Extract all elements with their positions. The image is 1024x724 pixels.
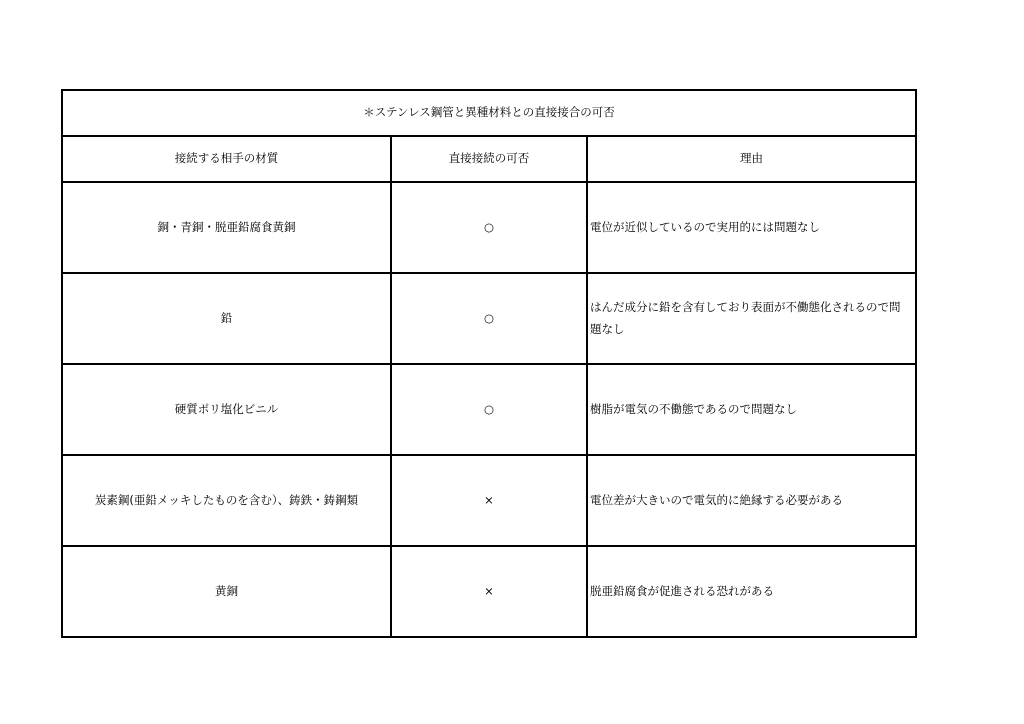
- reason-cell: 電位が近似しているので実用的には問題なし: [587, 182, 916, 273]
- table-row: [62, 546, 916, 637]
- connectable-cell: ○: [391, 273, 587, 364]
- header-material: 接続する相手の材質: [62, 136, 391, 182]
- connectable-cell: ×: [391, 455, 587, 546]
- compatibility-table: [61, 89, 917, 638]
- table-title: ＊ステンレス鋼管と異種材料との直接接合の可否: [62, 90, 916, 136]
- table-row: [62, 364, 916, 455]
- table-row: [62, 273, 916, 364]
- title-row: [62, 90, 916, 136]
- material-cell: 黄銅: [62, 546, 391, 637]
- material-cell: 銅・青銅・脱亜鉛腐食黄銅: [62, 182, 391, 273]
- reason-cell: はんだ成分に鉛を含有しており表面が不働態化されるので問題なし: [587, 273, 916, 364]
- header-row: [62, 136, 916, 182]
- connectable-cell: ×: [391, 546, 587, 637]
- table-row: [62, 182, 916, 273]
- connectable-cell: ○: [391, 364, 587, 455]
- header-connectable: 直接接続の可否: [391, 136, 587, 182]
- table-row: [62, 455, 916, 546]
- reason-cell: 脱亜鉛腐食が促進される恐れがある: [587, 546, 916, 637]
- reason-cell: 樹脂が電気の不働態であるので問題なし: [587, 364, 916, 455]
- material-cell: 炭素鋼(亜鉛メッキしたものを含む）、鋳鉄・鋳鋼類: [62, 455, 391, 546]
- reason-cell: 電位差が大きいので電気的に絶縁する必要がある: [587, 455, 916, 546]
- material-cell: 鉛: [62, 273, 391, 364]
- header-reason: 理由: [587, 136, 916, 182]
- connectable-cell: ○: [391, 182, 587, 273]
- material-cell: 硬質ポリ塩化ビニル: [62, 364, 391, 455]
